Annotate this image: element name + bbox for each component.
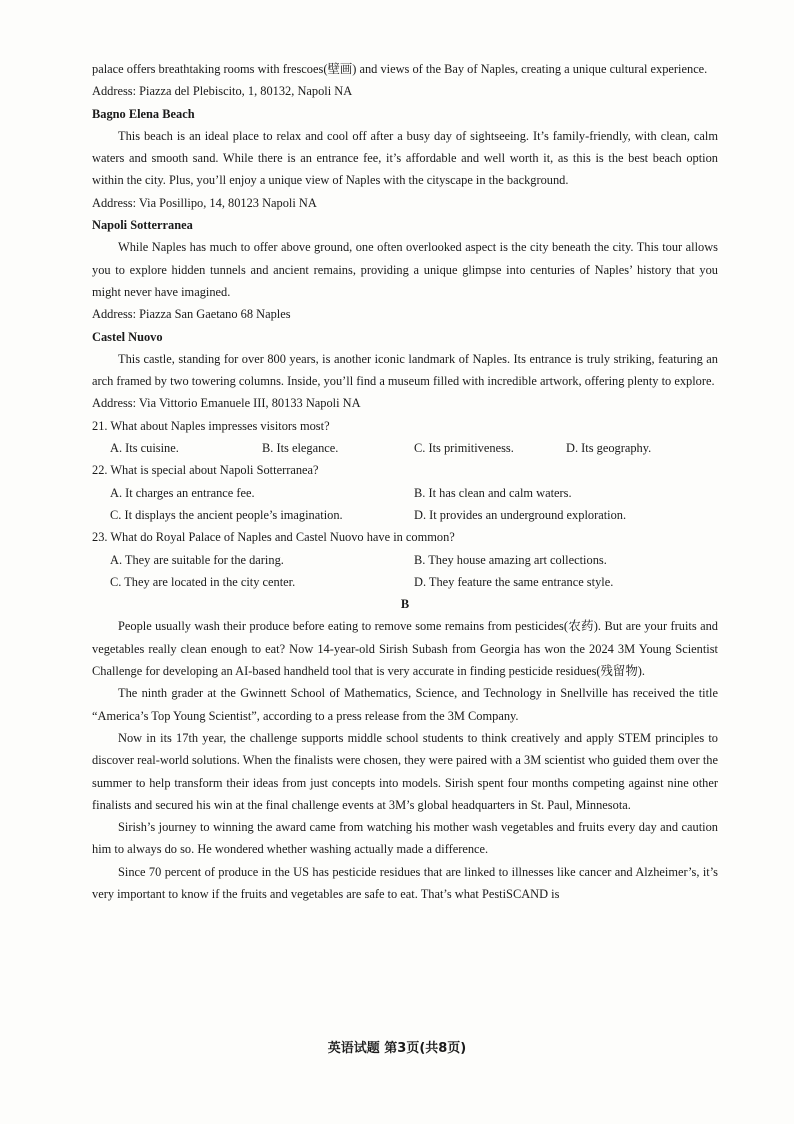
royal-palace-text: palace offers breathtaking rooms with frescoes(壁画) and views of the Bay of Naples, creating a unique cultural experience. — [92, 62, 708, 76]
section-b-paragraph: People usually wash their produce before eating to remove some remains from pesticides(农药). But are your fruits and vegetables really clean enough to eat? Now 14-year-old Sirish Subash from Georgia has won the 2024 3M Young Scientist Challenge for developing an AI-based handheld tool that is very accurate in finding pesticide residues(残留物). — [92, 619, 718, 679]
question-22-option-a: A. It charges an entrance fee. — [110, 485, 255, 500]
bagno-title: Bagno Elena Beach — [92, 106, 195, 121]
question-21-options — [92, 437, 718, 459]
question-22-options-row2 — [92, 504, 718, 526]
question-21-option-a: A. Its cuisine. — [110, 441, 179, 456]
sotterranea-title: Napoli Sotterranea — [92, 218, 193, 233]
question-23-options-row1 — [92, 549, 718, 571]
page-footer: 英语试题 第3页(共8页) — [327, 1041, 467, 1056]
castel-address: Address: Via Vittorio Emanuele III, 80133 Napoli NA — [92, 396, 361, 411]
royal-palace-address: Address: Piazza del Plebiscito, 1, 80132, Napoli NA — [92, 84, 353, 99]
bagno-address: Address: Via Posillipo, 14, 80123 Napoli NA — [92, 195, 317, 210]
question-23-option-b: B. They house amazing art collections. — [414, 552, 607, 567]
question-23-options-row2 — [92, 571, 718, 593]
question-21-stem: 21. What about Naples impresses visitors most? — [92, 418, 330, 433]
bagno-text: This beach is an ideal place to relax and cool off after a busy day of sightseeing. It’s family-friendly, with clean, calm waters and smooth sand. While there is an entrance fee, it’s affordable and well worth it, as this is the best beach option within the city. Plus, you’ll enjoy a unique view of Naples with the cityscape in the background. — [92, 128, 718, 188]
sotterranea-text: While Naples has much to offer above ground, one often overlooked aspect is the city beneath the city. This tour allows you to explore hidden tunnels and ancient remains, providing a unique glimpse into centuries of Naples’ history that you might never have imagined. — [92, 240, 718, 299]
section-b-paragraph: Since 70 percent of produce in the US has pesticide residues that are linked to illnesses like cancer and Alzheimer’s, it’s very important to know if the fruits and vegetables are safe to eat. That’s what PestiSCAND is — [92, 864, 718, 901]
question-23-stem: 23. What do Royal Palace of Naples and Castel Nuovo have in common? — [92, 530, 455, 545]
page-content — [92, 58, 718, 905]
section-b-paragraph: Sirish’s journey to winning the award came from watching his mother wash vegetables and fruits every day and caution him to always do so. He wondered whether washing actually made a difference. — [92, 820, 718, 857]
question-23-option-c: C. They are located in the city center. — [110, 574, 296, 589]
question-22-option-b: B. It has clean and calm waters. — [414, 485, 572, 500]
question-22-stem: 22. What is special about Napoli Sotterranea? — [92, 463, 319, 478]
question-21-option-b: B. Its elegance. — [262, 441, 339, 456]
question-22-option-d: D. It provides an underground exploration. — [414, 507, 627, 522]
castel-title: Castel Nuovo — [92, 329, 163, 344]
section-b-paragraph: Now in its 17th year, the challenge supports middle school students to think creatively and apply STEM principles to discover real-world solutions. When the finalists were chosen, they were paired with a 3M scientist who guided them over the summer to help transform their ideas from just concepts into models. Sirish spent four months competing against nine other finalists and secured his win at the final challenge events at 3M’s global headquarters in St. Paul, Minnesota. — [92, 730, 718, 812]
question-23-option-a: A. They are suitable for the daring. — [110, 552, 284, 567]
section-b-paragraph: The ninth grader at the Gwinnett School of Mathematics, Science, and Technology in Snellville has received the title “America’s Top Young Scientist”, according to a press release from the 3M Company. — [92, 686, 718, 723]
question-21-option-c: C. Its primitiveness. — [414, 441, 514, 456]
castel-text: This castle, standing for over 800 years, is another iconic landmark of Naples. Its entrance is truly striking, featuring an arch framed by two towering columns. Inside, you’ll find a museum filled with incredible artwork, offering plenty to explore. — [92, 351, 718, 389]
question-22-options-row1 — [92, 482, 718, 504]
section-b-label: B — [400, 597, 410, 612]
question-23-option-d: D. They feature the same entrance style. — [414, 574, 614, 589]
question-21-option-d: D. Its geography. — [566, 441, 652, 456]
sotterranea-address: Address: Piazza San Gaetano 68 Naples — [92, 307, 291, 322]
question-22-option-c: C. It displays the ancient people’s imagination. — [110, 507, 343, 522]
